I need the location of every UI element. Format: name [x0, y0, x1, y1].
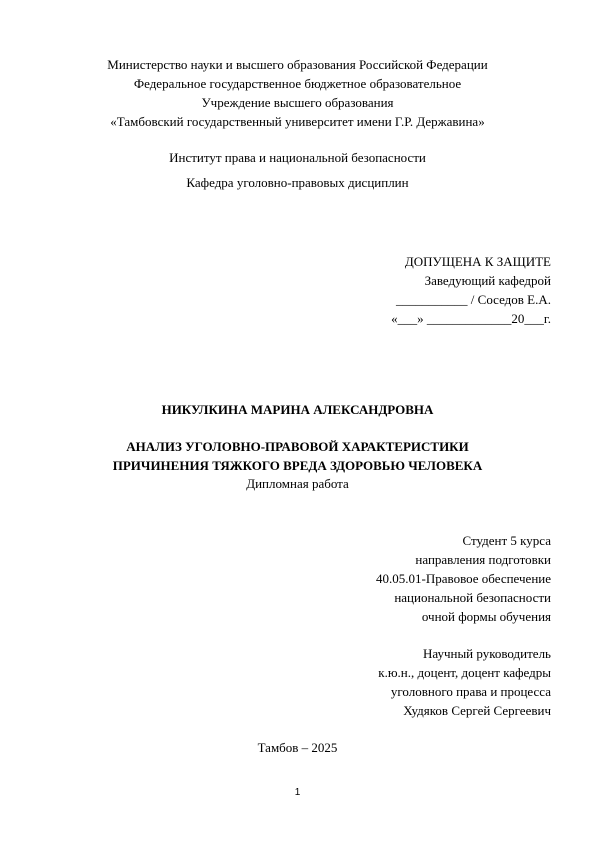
work-type: Дипломная работа [246, 476, 349, 491]
student-line-2: направления подготовки [415, 552, 551, 567]
institution-type-line-2: Учреждение высшего образования [201, 95, 394, 110]
institute-name: Институт права и национальной безопасности [169, 150, 426, 165]
supervisor-line-2: к.ю.н., доцент, доцент кафедры [378, 665, 551, 680]
approval-position: Заведующий кафедрой [424, 273, 551, 288]
supervisor-line-4: Худяков Сергей Сергеевич [403, 703, 551, 718]
student-line-3: 40.05.01-Правовое обеспечение [376, 571, 551, 586]
student-line-1: Студент 5 курса [462, 533, 551, 548]
approval-date-line: «___» _____________20___г. [391, 311, 551, 326]
page-number: 1 [294, 787, 301, 798]
approval-status: ДОПУЩЕНА К ЗАЩИТЕ [404, 254, 551, 269]
ministry-line: Министерство науки и высшего образования Российской Федерации [107, 57, 488, 72]
institution-type-line: Федеральное государственное бюджетное образовательное [133, 76, 462, 91]
student-line-5: очной формы обучения [421, 609, 551, 624]
department-name: Кафедра уголовно-правовых дисциплин [186, 175, 409, 190]
student-line-4: национальной безопасности [394, 590, 551, 605]
work-title-line-1: АНАЛИЗ УГОЛОВНО-ПРАВОВОЙ ХАРАКТЕРИСТИКИ [126, 439, 469, 454]
work-title-line-2: ПРИЧИНЕНИЯ ТЯЖКОГО ВРЕДА ЗДОРОВЬЮ ЧЕЛОВЕКА [112, 458, 483, 473]
supervisor-line-3: уголовного права и процесса [390, 684, 551, 699]
supervisor-line-1: Научный руководитель [422, 646, 551, 661]
city-year: Тамбов – 2025 [257, 740, 338, 755]
approval-signature-line: ___________ / Соседов Е.А. [396, 292, 551, 307]
author-name: НИКУЛКИНА МАРИНА АЛЕКСАНДРОВНА [161, 402, 434, 417]
university-name: «Тамбовский государственный университет имени Г.Р. Державина» [110, 114, 485, 129]
